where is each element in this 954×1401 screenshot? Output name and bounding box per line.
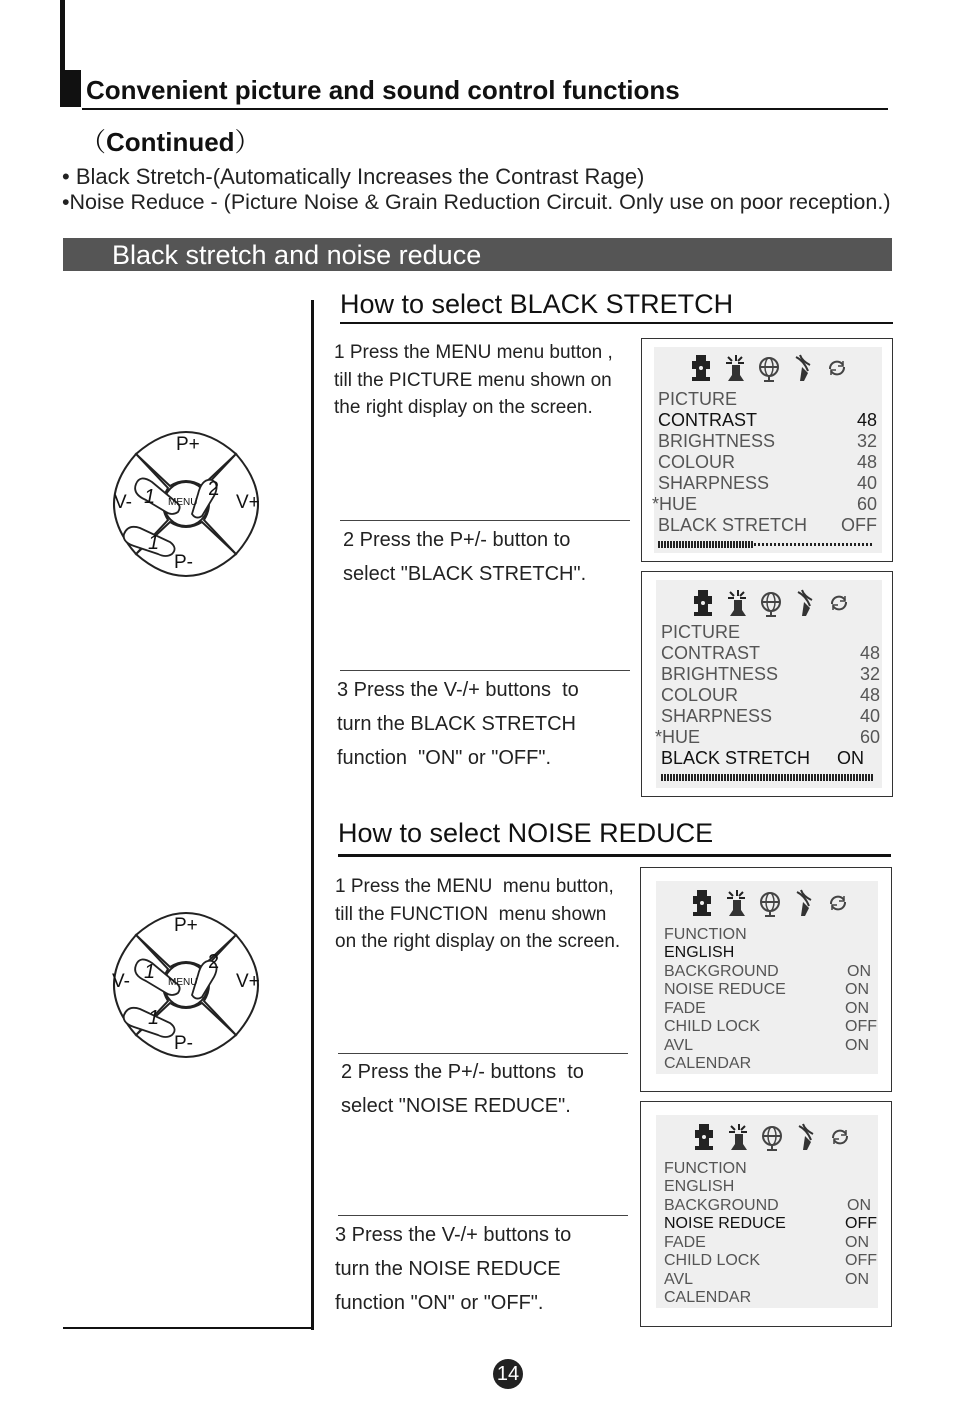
left-column-bottom-rule [63,1327,314,1329]
p-minus-label: P- [174,552,193,573]
v-plus-label: V+ [236,492,260,513]
menu-icons [690,353,848,383]
satellite-icon [794,588,816,618]
sound-menu-icon [727,1122,749,1152]
black-stretch-heading-rule [340,322,893,324]
v-minus-label: V- [112,971,130,992]
menu-icons [693,1122,851,1152]
continued-label [80,122,261,159]
bs-screen-off [641,338,893,562]
p-plus-label: P+ [176,434,200,455]
bs-screen-on-rows: CONTRAST 48 BRIGHTNESS 32 COLOUR 48 SHARPNESS 40 *HUE 60 BLACK STRETCH ON [655,643,880,768]
finger-1-label: 1 [144,486,156,508]
nr-screen-on-title: FUNCTION [664,926,747,943]
finger-1-label: 1 [144,961,156,983]
satellite-icon [793,888,815,918]
section-title: Black stretch and noise reduce [112,240,482,270]
nr-screen-off-rows: ENGLISH BACKGROUND ON NOISE REDUCE OFF FADE ON CHILD LOCK OFF AVL ON CALENDAR [664,1178,877,1306]
bs-step-3: 3 Press the V-/+ buttons to turn the BLACK STRETCH function "ON" or "OFF". [337,679,579,769]
picture-menu-icon [693,1122,715,1152]
finger-3-label: 1 [148,532,160,554]
nr-screen-on-rows: ENGLISH BACKGROUND ON NOISE REDUCE ON FADE ON CHILD LOCK OFF AVL ON CALENDAR [664,944,877,1072]
menu-label: MENU [168,977,198,988]
nr-step-1: 1 Press the MENU menu button, till the FUNCTION menu shown on the right display on the screen. [335,876,621,952]
refresh-icon [826,353,848,383]
sound-menu-icon [726,588,748,618]
bs-step-divider-2 [340,670,630,671]
refresh-icon [827,888,849,918]
bullet-black-stretch: • Black Stretch-(Automatically Increases the Contrast Rage) [62,164,645,189]
paren-close: ） [234,127,261,157]
sound-menu-icon [724,353,746,383]
p-plus-label: P+ [174,915,198,936]
nr-screen-on [640,867,892,1092]
continued-text: Continued [106,127,235,157]
left-column-divider [311,300,314,1330]
page-number: 14 [493,1359,523,1389]
v-plus-label: V+ [236,971,260,992]
nr-step-2: 2 Press the P+/- buttons to select "NOISE REDUCE". [341,1061,584,1117]
noise-reduce-heading: How to select NOISE REDUCE [338,818,714,848]
finger-2-label: 2 [208,951,220,973]
nr-step-3: 3 Press the V-/+ buttons to turn the NOISE REDUCE function "ON" or "OFF". [335,1224,572,1314]
bs-screen-off-rows: CONTRAST 48 BRIGHTNESS 32 COLOUR 48 SHARPNESS 40 *HUE 60 BLACK STRETCH OFF [652,410,877,535]
bs-step-divider-1 [340,520,630,521]
globe-icon [760,588,782,618]
bs-screen-on-title: PICTURE [661,622,741,642]
bs-screen-off-level-bar [658,541,754,548]
finger-3-label: 1 [148,1007,160,1029]
globe-icon [759,888,781,918]
sound-menu-icon [725,888,747,918]
bs-step-1: 1 Press the MENU menu button , till the PICTURE menu shown on the right display on the screen. [334,342,613,418]
globe-icon [758,353,780,383]
header-block [60,70,81,107]
remote-control-diagram [106,905,266,1065]
p-minus-label: P- [174,1033,193,1054]
menu-icons [691,888,849,918]
bullet-noise-reduce: •Noise Reduce - (Picture Noise & Grain Reduction Circuit. Only use on poor reception.) [62,190,891,214]
v-minus-label: V- [114,492,132,513]
remote-control-diagram [106,424,266,584]
nr-step-divider-1 [338,1053,628,1054]
page-title: Convenient picture and sound control functions [86,75,680,105]
black-stretch-heading: How to select BLACK STRETCH [340,289,734,319]
finger-2-label: 2 [208,478,220,500]
paren-open: （ [80,127,107,157]
bs-screen-on [641,571,893,797]
picture-menu-icon [690,353,712,383]
noise-reduce-heading-rule [338,854,891,857]
nr-screen-off [640,1101,892,1327]
refresh-icon [828,588,850,618]
satellite-icon [795,1122,817,1152]
nr-step-divider-2 [338,1215,628,1216]
bs-step-2: 2 Press the P+/- button to select "BLACK STRETCH". [343,529,587,585]
section-bar [63,238,892,271]
bs-screen-on-level-bar [661,774,873,781]
nr-screen-off-title: FUNCTION [664,1160,747,1177]
menu-icons [692,588,850,618]
bs-screen-off-title: PICTURE [658,389,738,409]
refresh-icon [829,1122,851,1152]
menu-label: MENU [168,497,198,508]
picture-menu-icon [692,588,714,618]
satellite-icon [792,353,814,383]
picture-menu-icon [691,888,713,918]
globe-icon [761,1122,783,1152]
title-underline [82,108,888,110]
